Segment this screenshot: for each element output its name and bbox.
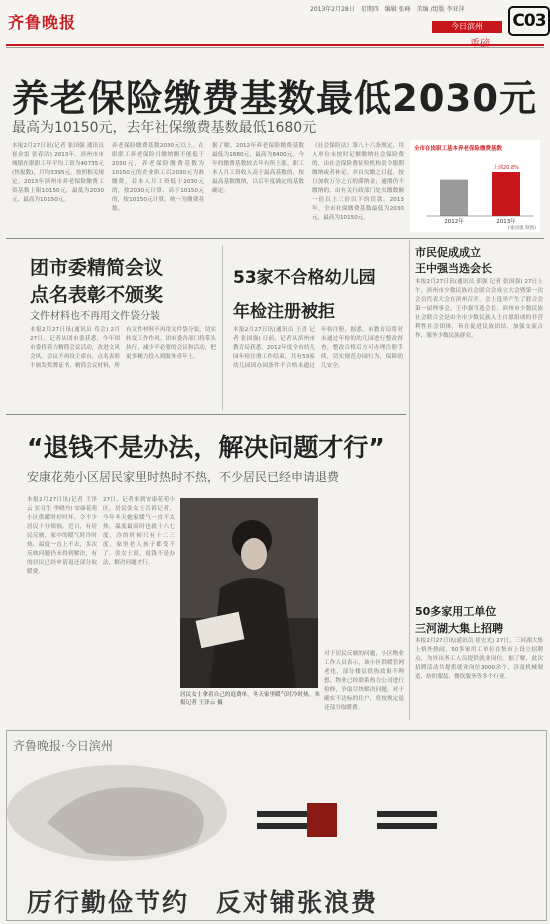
chart-title: 全市在岗职工基本养老保险缴费基数 bbox=[414, 146, 503, 152]
ad-logo: 齐鲁晚报·今日滨州 bbox=[13, 739, 113, 753]
news-photo bbox=[180, 498, 318, 688]
story3-body: 本报2月27日讯(通讯员 王喜 记者 张国强) 日前，记者从滨州市教育局获悉，2012年度全市幼儿园年检注册工作结束，共有53家幼儿园因办园条件不合格未通过年检注册。据悉，市教育局将对未通过年检的幼儿园进行整改督查，整改合格后方可办理注册手续，切实规范办园行为，保障幼儿安全。 bbox=[233, 327, 403, 369]
header-rule-thin bbox=[6, 47, 544, 48]
photo-illustration bbox=[180, 498, 318, 688]
sidebar-divider bbox=[409, 240, 410, 720]
bar-chart bbox=[410, 140, 540, 232]
section-divider-2 bbox=[6, 414, 406, 415]
page-number: C03 bbox=[508, 6, 550, 36]
story4-headline: “退钱不是办法，解决问题才行” bbox=[27, 433, 385, 462]
ad-slogan: 厉行勤俭节约 反对铺张浪费 bbox=[27, 888, 379, 917]
lead-column-4: 《社会保险法》第八十六条规定，用人单位未按时足额缴纳社会保险费的，由社会保险费征收机构责令限期缴纳或者补足，并自欠缴之日起，按日加收万分之五的滞纳金；逾期仍不缴纳的，由有关行政部门处欠缴数额一倍以上三倍以下的罚款。2013年，全市社保缴费基数最低为2030元，最高为10150元。 bbox=[312, 143, 404, 221]
story4-column-3: 对于居民反映的问题，小区物业工作人员表示，该小区供暖管网老化，部分楼层供热效果不理想，物业已经联系热力公司进行检修，争取尽快解决问题，对于确实不达标的住户，将按规定退还部分取暖费。 bbox=[324, 651, 404, 711]
lead-column-1: 本报2月27日讯(记者 张国强 通讯员 崔金雷 张春洁) 2013年，滨州市市城镇在职职工年平均工资为40735元(快报数)，月均3395元。按照相关规定，2013年滨州市养老保险缴费工资基数上限10150元，最低为2030元，最高为10150元。 bbox=[12, 143, 104, 203]
date-info: 2013年2月28日 星期四 编辑 张峰 美编 /组版 李亚萍 bbox=[310, 6, 465, 13]
sidebar1-headline-line2: 王中强当选会长 bbox=[415, 262, 492, 275]
chart-svg bbox=[410, 140, 540, 232]
chart-source: (张国强 制图) bbox=[507, 226, 536, 231]
story4-subheadline: 安康花苑小区居民家里时热时不热，不少居民已经申请退费 bbox=[27, 470, 340, 484]
column-divider bbox=[222, 246, 223, 410]
sidebar2-body: 本报2月27日讯(通讯员 崔宏光) 27日，三河湖大集上格外热闹，50多家用工单位在集市上设立招聘点，为外出务工人员提供就业岗位。据了解，此次招聘活动共提供就业岗位3000余个，涉及机械制造、纺织服装、餐饮服务等多个行业。 bbox=[415, 638, 543, 680]
story2-body: 本报2月27日讯(通讯员 苟会) 2月27日，记者从团市委获悉，今年团市委将着力精简会议活动，改进文风会风，会议不再设主席台，点名表彰不颁发奖牌证书，精简会议材料，所有文件材料不再用文件袋分装，切实转变工作作风。团市委各部门将带头执行，减少不必要的会议和活动，把更多精力投入到服务青年上。 bbox=[30, 327, 216, 369]
lead-headline: 养老保险缴费基数最低2030元 bbox=[12, 77, 537, 120]
sidebar1-body: 本报2月27日讯(通讯员 郭强 记者 张国强) 27日上午，滨州市少数民族社会联合会成立大会暨第一次会员代表大会在滨州召开，会上选举产生了联合会第一届理事会，王中强当选会长。滨州市少数民族社会联合会是由全市少数民族人士自愿组成的非营利性社会团体，旨在促进民族团结、加强交流合作、服务少数民族群众。 bbox=[415, 279, 543, 339]
sidebar2-headline-line1: 50多家用工单位 bbox=[415, 605, 497, 618]
story2-headline-line1: 团市委精简会议 bbox=[30, 257, 164, 279]
chart-bar-1 bbox=[440, 180, 468, 216]
chart-bar-2 bbox=[492, 172, 520, 216]
lead-column-2: 养老保险缴费基数2030元以上，在职职工养老保险月缴纳额不能低于2030元，养老保险缴费基数为10150元的企业职工以2030元为准缴费。若本人月工资低于2030元的，按2030元计算；高于10150元的，按10150元计算。统一为缴费基数。 bbox=[112, 143, 204, 212]
story2-headline-line2: 点名表彰不颁奖 bbox=[30, 284, 164, 306]
sidebar1-headline-line1: 市民促成成立 bbox=[415, 246, 481, 259]
header-rule bbox=[6, 44, 544, 46]
lead-column-3: 据了解，2012年养老保险缴费基数最低为1680元，最高为8400元。今年的缴费基数较去年有所上涨。职工本人月工资收入高于最高基数的，按最高基数缴纳，以后年度确定的基数确定。 bbox=[212, 143, 304, 194]
story3-headline-line1: 53家不合格幼儿园 bbox=[233, 268, 376, 288]
lead-subheadline: 最高为10150元，去年社保缴费基数最低1680元 bbox=[12, 120, 317, 136]
chart-category-label: 2012年 bbox=[444, 219, 464, 225]
photo-caption: 居民女士拿着自己的退费单，冬天家里暖气时冷时热。本报记者 王泽云 摄 bbox=[180, 692, 320, 706]
sidebar2-headline-line2: 三河湖大集上招聘 bbox=[415, 622, 503, 635]
chart-category-label: 2013年 bbox=[496, 219, 516, 225]
section-label: 今日滨州 bbox=[432, 21, 502, 33]
story4-column-1: 本报2月27日讯(记者 王泽云 实习生 李晓丹) 安康花苑小区供暖时好时坏，令不少居民十分烦恼。近日，有居民反映，家中的暖气时冷时热，温度一直上不去，多次反映问题仍未得到解决，有的居民已经申请退还部分取暖费。 bbox=[27, 497, 97, 575]
chart-data-label: 上调20.8% bbox=[493, 165, 519, 172]
story4-column-2: 27日，记者来到安康花苑小区，居民张女士告诉记者，今年冬天她家暖气一直不太热，温度最高时也就十六七度，冷的时候只有十二三度，家里老人孩子都受不了。张女士说，退钱不是办法，解决问题才行。 bbox=[103, 497, 175, 566]
public-service-ad bbox=[6, 730, 547, 921]
section-divider-1 bbox=[6, 238, 544, 239]
story2-subheadline: 文件材料也不再用文件袋分装 bbox=[30, 311, 160, 322]
ad-illustration bbox=[7, 753, 546, 878]
newspaper-logo: 齐鲁晚报 bbox=[8, 13, 77, 32]
story3-headline-line2: 年检注册被拒 bbox=[233, 302, 335, 322]
